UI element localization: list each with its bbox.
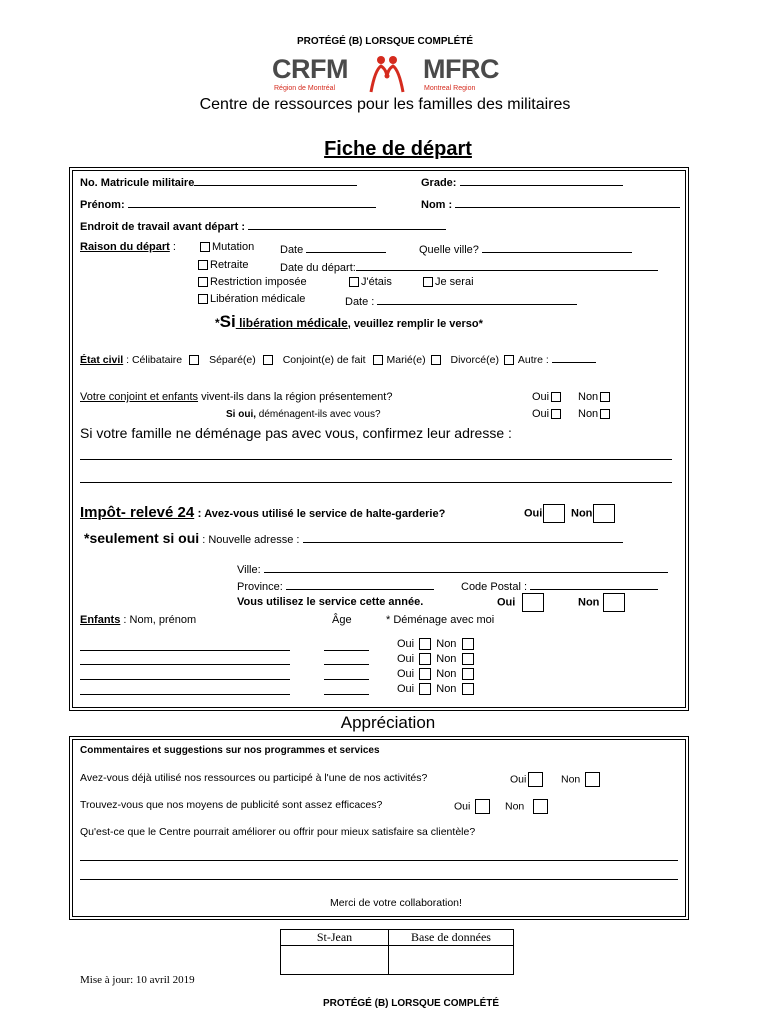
endroit-label: Endroit de travail avant départ : (80, 221, 246, 233)
conjoint-question (80, 391, 392, 403)
mutation-date-label: Date (280, 244, 304, 256)
child-1-non-checkbox[interactable] (462, 638, 474, 650)
child-name-line[interactable] (80, 664, 290, 665)
halte-non-option[interactable] (571, 504, 615, 523)
base-header: Base de données (389, 930, 514, 946)
jetais-label: J'étais (361, 276, 392, 288)
child-2-non-label: Non (436, 653, 457, 665)
separe-label: Séparé(e) (209, 354, 256, 366)
retraite-option[interactable] (196, 259, 249, 271)
q2-non-checkbox[interactable] (533, 799, 548, 814)
q1-oui-option[interactable] (510, 772, 545, 787)
raison-label: Raison du départ (80, 241, 170, 253)
st-jean-cell[interactable] (281, 946, 389, 975)
matricule-field[interactable] (80, 174, 357, 189)
seulement-label: *seulement si oui (84, 530, 200, 546)
jetais-checkbox[interactable] (349, 277, 359, 287)
q3-answer-line-1[interactable] (80, 860, 678, 861)
seulement-row (84, 530, 623, 546)
office-use-table (280, 929, 514, 975)
celibataire-checkbox[interactable] (189, 355, 199, 365)
mutation-date-field[interactable] (280, 241, 386, 256)
q1-non-label: Non (561, 773, 581, 786)
q2-oui-option[interactable] (454, 799, 492, 814)
child-age-line[interactable] (324, 694, 369, 695)
base-cell[interactable] (389, 946, 514, 975)
child-age-line[interactable] (324, 650, 369, 651)
restriction-label: Restriction imposée (210, 276, 307, 288)
demenage-header: * Déménage avec moi (386, 614, 495, 626)
quelle-ville-field[interactable] (419, 241, 632, 256)
province-label: Province: (237, 581, 283, 593)
demenagent-question (226, 409, 381, 420)
child-3-non-label: Non (436, 668, 457, 680)
demenagent-label: déménagent-ils avec vous? (256, 409, 381, 420)
q3-answer-line-2[interactable] (80, 879, 678, 880)
conjoint-fait-checkbox[interactable] (373, 355, 383, 365)
utilisez-non-label: Non (578, 596, 600, 609)
restriction-option[interactable] (196, 276, 307, 288)
liberation-date-field[interactable] (345, 293, 577, 308)
q2-non-option[interactable] (505, 799, 550, 814)
centre-name: Centre de ressources pour les familles des militaires (199, 96, 571, 113)
jetais-option[interactable] (347, 276, 392, 288)
conjoint-enfants-label: Votre conjoint et enfants (80, 391, 199, 403)
nouvelle-adresse-label: : Nouvelle adresse : (199, 534, 300, 546)
q2-text: Trouvez-vous que nos moyens de publicité sont assez efficaces? (80, 799, 383, 811)
vivent-oui-label: Oui (532, 391, 550, 403)
logo-mfrc: MFRC (423, 54, 499, 84)
demenagent-non-checkbox[interactable] (600, 409, 610, 419)
q2-oui-checkbox[interactable] (475, 799, 490, 814)
divorce-label: Divorcé(e) (450, 354, 499, 366)
child-1-oui-checkbox[interactable] (419, 638, 431, 650)
retraite-label: Retraite (210, 259, 249, 271)
child-3-non-checkbox[interactable] (462, 668, 474, 680)
protected-header: PROTÉGÉ (B) LORSQUE COMPLÉTÉ (296, 36, 474, 47)
autre-field[interactable] (552, 351, 596, 363)
logo-crfm: CRFM (272, 54, 348, 84)
date-depart-label: Date du départ: (280, 262, 356, 274)
child-4-options (397, 683, 476, 695)
child-3-oui-label: Oui (397, 668, 415, 680)
mise-a-jour: Mise à jour: 10 avril 2019 (80, 974, 195, 986)
liberation-label: Libération médicale (210, 293, 306, 305)
utilisez-non-checkbox[interactable] (603, 593, 625, 612)
adresse-question: Si votre famille ne déménage pas avec vous, confirmez leur adresse : (80, 425, 512, 441)
liberation-medicale-text: libération médicale (235, 316, 348, 330)
st-jean-header: St-Jean (281, 930, 389, 946)
grade-label: Grade: (421, 177, 457, 189)
celibataire-label: : Célibataire (123, 354, 183, 366)
etat-civil-label: État civil (80, 354, 124, 366)
grade-field[interactable] (421, 174, 623, 189)
impot-colon: : (194, 506, 202, 520)
ville-label: Ville: (237, 564, 261, 576)
q2-non-label: Non (505, 800, 525, 813)
adresse-line-1[interactable] (80, 459, 672, 460)
q1-oui-checkbox[interactable] (528, 772, 543, 787)
halte-non-label: Non (571, 507, 593, 520)
demenagent-non-option[interactable] (578, 408, 612, 420)
liberation-checkbox[interactable] (198, 294, 208, 304)
enfants-label: Enfants (80, 614, 121, 626)
prenom-label: Prénom: (80, 199, 125, 211)
child-name-line[interactable] (80, 694, 290, 695)
code-postal-label: Code Postal : (461, 581, 528, 593)
halte-question: Avez-vous utilisé le service de halte-garderie? (201, 508, 446, 520)
demenagent-oui-checkbox[interactable] (551, 409, 561, 419)
enfants-header (80, 614, 196, 626)
mutation-checkbox[interactable] (200, 242, 210, 252)
liberation-option[interactable] (196, 293, 305, 305)
je-serai-checkbox[interactable] (423, 277, 433, 287)
date-depart-field[interactable] (280, 259, 658, 274)
logo (272, 54, 504, 96)
child-2-oui-label: Oui (397, 653, 415, 665)
je-serai-label: Je serai (435, 276, 474, 288)
child-1-non-label: Non (436, 638, 457, 650)
child-3-oui-checkbox[interactable] (419, 668, 431, 680)
raison-colon: : (169, 241, 176, 253)
vivent-non-label: Non (578, 391, 599, 403)
verso-text: , veuillez remplir le verso* (347, 318, 483, 330)
separe-checkbox[interactable] (263, 355, 273, 365)
page-title: Fiche de départ (324, 138, 472, 160)
q1-text: Avez-vous déjà utilisé nos ressources ou participé à l'une de nos activités? (80, 772, 428, 784)
marie-checkbox[interactable] (431, 355, 441, 365)
raison-row-1 (80, 241, 176, 253)
child-age-line[interactable] (324, 679, 369, 680)
child-2-oui-checkbox[interactable] (419, 653, 431, 665)
utilisez-non-option[interactable] (578, 593, 625, 612)
child-1-options (397, 638, 476, 650)
age-header: Âge (332, 614, 352, 626)
vivent-label: vivent-ils dans la région présentement? (198, 391, 393, 403)
nouvelle-adresse-field[interactable] (303, 531, 623, 543)
child-4-oui-label: Oui (397, 683, 415, 695)
autre-label: Autre : (517, 354, 549, 366)
family-icon (367, 54, 407, 94)
si-word: Si (219, 312, 236, 331)
etat-civil-row (80, 351, 596, 366)
commentaires-label: Commentaires et suggestions sur nos programmes et services (80, 745, 380, 756)
endroit-field[interactable] (80, 218, 446, 233)
ville-field[interactable] (237, 561, 668, 576)
demenagent-oui-label: Oui (532, 408, 550, 420)
child-2-options (397, 653, 476, 665)
quelle-ville-label: Quelle ville? (419, 244, 479, 256)
conjoint-fait-label: Conjoint(e) de fait (282, 354, 366, 366)
si-star: * (215, 316, 220, 330)
matricule-label: No. Matricule militaire (80, 177, 195, 189)
marie-label: Marié(e) (386, 354, 426, 366)
halte-oui-option[interactable] (524, 504, 565, 523)
halte-non-checkbox[interactable] (593, 504, 615, 523)
child-name-line[interactable] (80, 679, 290, 680)
vivent-non-checkbox[interactable] (600, 392, 610, 402)
protected-footer: PROTÉGÉ (B) LORSQUE COMPLÉTÉ (322, 998, 500, 1009)
prenom-field[interactable] (80, 196, 376, 211)
divorce-checkbox[interactable] (504, 355, 514, 365)
nom-label: Nom : (421, 199, 453, 211)
retraite-checkbox[interactable] (198, 260, 208, 270)
si-oui-label: Si oui, (226, 409, 256, 420)
vivent-oui-checkbox[interactable] (551, 392, 561, 402)
liberation-date-label: Date : (345, 296, 375, 308)
adresse-line-2[interactable] (80, 482, 672, 483)
q1-non-checkbox[interactable] (585, 772, 600, 787)
utilisez-oui-option[interactable] (497, 593, 544, 612)
halte-oui-label: Oui (524, 507, 543, 520)
child-4-non-label: Non (436, 683, 457, 695)
merci-text: Merci de votre collaboration! (330, 897, 462, 909)
je-serai-option[interactable] (421, 276, 474, 288)
code-postal-field[interactable] (461, 578, 658, 593)
child-name-line[interactable] (80, 650, 290, 651)
child-3-options (397, 668, 476, 680)
q2-oui-label: Oui (454, 800, 471, 813)
vivent-non-option[interactable] (578, 391, 612, 403)
halte-oui-checkbox[interactable] (543, 504, 565, 523)
q1-oui-label: Oui (510, 773, 527, 786)
logo-crfm-sub: Région de Montréal (274, 85, 336, 92)
utilisez-oui-label: Oui (497, 596, 516, 609)
demenagent-oui-option[interactable] (532, 408, 563, 420)
province-field[interactable] (237, 578, 434, 593)
nom-field[interactable] (421, 196, 680, 211)
child-4-non-checkbox[interactable] (462, 683, 474, 695)
child-1-oui-label: Oui (397, 638, 415, 650)
q1-non-option[interactable] (561, 772, 602, 787)
mutation-option[interactable] (198, 241, 254, 253)
demenagent-non-label: Non (578, 408, 599, 420)
impot-row (80, 504, 445, 521)
child-4-oui-checkbox[interactable] (419, 683, 431, 695)
utilisez-label: Vous utilisez le service cette année. (237, 596, 424, 608)
verso-note (215, 312, 483, 332)
restriction-checkbox[interactable] (198, 277, 208, 287)
vivent-oui-option[interactable] (532, 391, 563, 403)
appreciation-title: Appréciation (340, 713, 436, 732)
logo-mfrc-sub: Montreal Region (424, 85, 476, 92)
utilisez-oui-checkbox[interactable] (522, 593, 544, 612)
q3-text: Qu'est-ce que le Centre pourrait améliorer ou offrir pour mieux satisfaire sa clientèle? (80, 826, 476, 838)
nom-prenom-label: : Nom, prénom (120, 614, 197, 626)
child-2-non-checkbox[interactable] (462, 653, 474, 665)
impot-label: Impôt- relevé 24 (80, 504, 195, 521)
child-age-line[interactable] (324, 664, 369, 665)
mutation-label: Mutation (212, 241, 255, 253)
